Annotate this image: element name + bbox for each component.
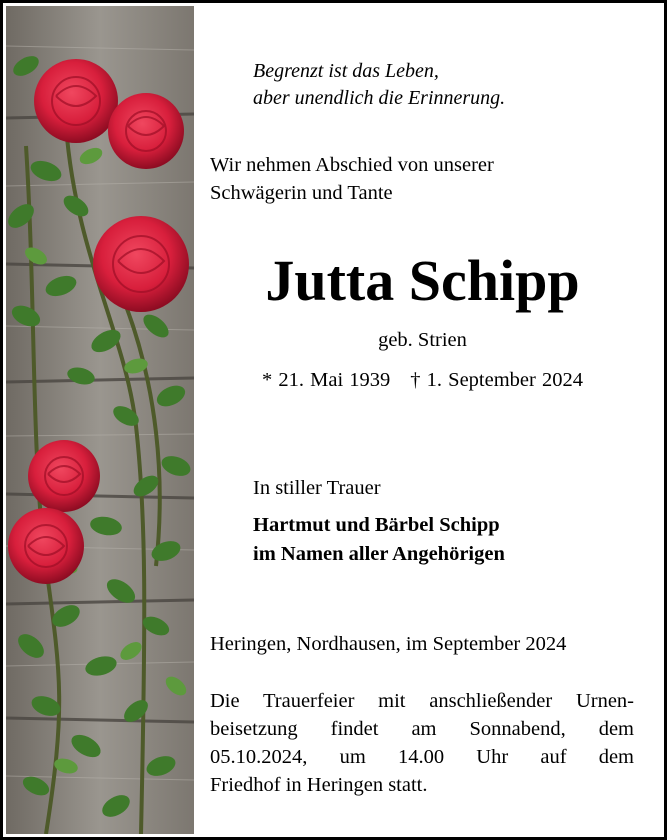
birth-date: * 21. Mai 1939	[262, 369, 391, 391]
motto-line-2: aber unendlich die Erinnerung.	[253, 87, 506, 109]
intro-line-2: Schwägerin und Tante	[210, 182, 393, 204]
mourners-list	[253, 511, 505, 569]
funeral-service-info	[210, 687, 634, 799]
death-date: † 1. September 2024	[410, 369, 583, 391]
place-and-date: Heringen, Nordhausen, im September 2024	[210, 633, 567, 655]
motto	[253, 58, 505, 112]
deceased-name: Jutta Schipp	[265, 248, 580, 313]
farewell-intro	[210, 151, 494, 207]
mourners-line-2: im Namen aller Angehörigen	[253, 543, 505, 565]
mourning-heading: In stiller Trauer	[253, 477, 381, 499]
service-line-3: 05.10.2024, um 14.00 Uhr auf dem	[210, 746, 634, 768]
service-line-1: Die Trauerfeier mit anschließender Urnen-	[210, 690, 634, 712]
service-line-4: Friedhof in Heringen statt.	[210, 774, 428, 796]
mourners-line-1: Hartmut und Bärbel Schipp	[253, 514, 500, 536]
maiden-name: geb. Strien	[378, 329, 467, 351]
intro-line-1: Wir nehmen Abschied von unserer	[210, 154, 494, 176]
rose-photo	[6, 6, 194, 834]
motto-line-1: Begrenzt ist das Leben,	[253, 60, 439, 82]
life-dates	[3, 369, 667, 392]
service-line-2: beisetzung findet am Sonnabend, dem	[210, 718, 634, 740]
